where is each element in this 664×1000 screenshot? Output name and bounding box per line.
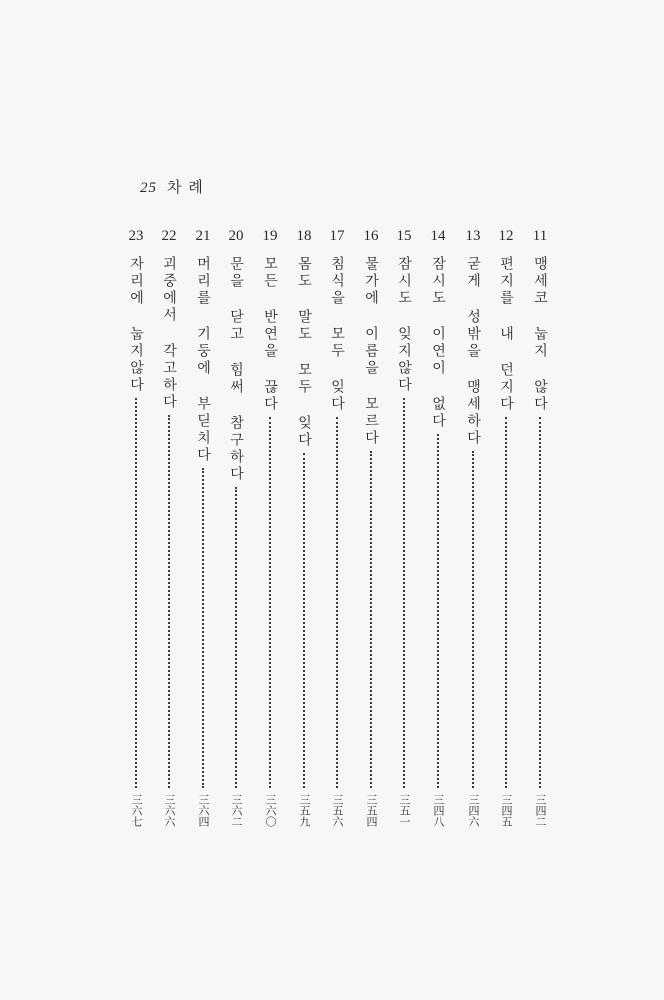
toc-entry [523, 228, 557, 828]
entry-number: 11 [532, 228, 548, 244]
table-of-contents [0, 228, 664, 828]
entry-title: 머리를 기둥에 부딛치다 [195, 256, 211, 464]
entry-title: 맹세코 눕지 않다 [532, 256, 548, 413]
toc-entry [456, 228, 490, 828]
entry-number: 14 [430, 228, 446, 244]
entry-page: 三六〇 [264, 794, 277, 827]
dot-leader [403, 398, 405, 788]
dot-leader [505, 417, 507, 788]
entry-number: 12 [498, 228, 514, 244]
running-title: 차 례 [167, 178, 204, 196]
entry-title: 편지를 내 던지다 [498, 256, 514, 413]
entry-number: 19 [262, 228, 278, 244]
entry-title: 물가에 이름을 모르다 [363, 256, 379, 447]
entry-number: 16 [363, 228, 379, 244]
entry-number: 22 [161, 228, 177, 244]
entry-page: 三四五 [500, 794, 513, 827]
toc-entry [489, 228, 523, 828]
entry-title: 몸도 말도 모두 잊다 [296, 256, 312, 449]
entry-number: 17 [329, 228, 345, 244]
entry-title: 잠시도 잊지않다 [396, 256, 412, 394]
toc-entry [320, 228, 354, 828]
dot-leader [539, 417, 541, 788]
entry-title: 잠시도 이연이 없다 [430, 256, 446, 430]
page-header [140, 176, 204, 197]
entry-page: 三五四 [365, 794, 378, 827]
toc-entry [253, 228, 287, 828]
toc-entry [287, 228, 321, 828]
entry-page: 三四八 [432, 794, 445, 827]
dot-leader [472, 451, 474, 788]
dot-leader [336, 417, 338, 788]
entry-page: 三五九 [298, 794, 311, 827]
entry-page: 三四六 [467, 794, 480, 827]
entry-page: 三六七 [130, 794, 143, 827]
entry-title: 침식을 모두 잊다 [329, 256, 345, 413]
entry-page: 三六六 [163, 794, 176, 827]
entry-number: 15 [396, 228, 412, 244]
dot-leader [235, 487, 237, 788]
toc-entry [387, 228, 421, 828]
entry-page: 三六四 [197, 794, 210, 827]
entry-title: 자리에 눕지않다 [128, 256, 144, 394]
toc-entry [119, 228, 153, 828]
dot-leader [135, 398, 137, 788]
dot-leader [370, 451, 372, 788]
dot-leader [168, 415, 170, 788]
entry-title: 모든 반연을 끊다 [262, 256, 278, 413]
entry-number: 20 [228, 228, 244, 244]
entry-page: 三五六 [331, 794, 344, 827]
toc-entry [152, 228, 186, 828]
dot-leader [269, 417, 271, 788]
toc-entry [186, 228, 220, 828]
toc-entry [219, 228, 253, 828]
dot-leader [303, 453, 305, 788]
toc-entry [421, 228, 455, 828]
entry-number: 21 [195, 228, 211, 244]
entry-page: 三四二 [534, 794, 547, 827]
entry-number: 13 [465, 228, 481, 244]
entry-number: 18 [296, 228, 312, 244]
entry-page: 三五一 [398, 794, 411, 827]
entry-title: 괴중에서 각고하다 [161, 256, 177, 411]
dot-leader [437, 434, 439, 788]
entry-page: 三六二 [230, 794, 243, 827]
page-number: 25 [140, 180, 157, 196]
entry-title: 문을 닫고 힘써 참구하다 [228, 256, 244, 483]
toc-entry [354, 228, 388, 828]
entry-title: 굳게 성밖을 맹세하다 [465, 256, 481, 447]
dot-leader [202, 468, 204, 788]
entry-number: 23 [128, 228, 144, 244]
